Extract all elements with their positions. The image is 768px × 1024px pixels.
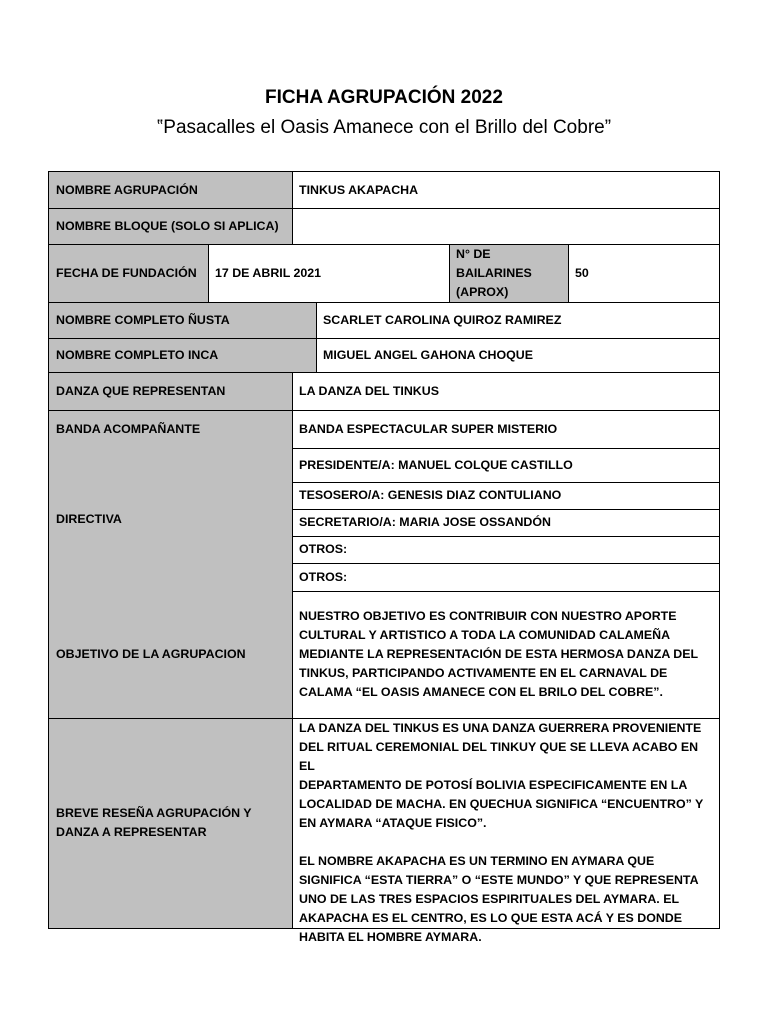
- directiva-tesorero[interactable]: TESOSERO/A: GENESIS DIAZ CONTULIANO: [299, 488, 562, 502]
- objetivo-line: CULTURAL Y ARTISTICO A TODA LA COMUNIDAD CALAMEÑA: [299, 628, 671, 642]
- label-nombre-agrupacion: NOMBRE AGRUPACIÓN: [56, 182, 198, 197]
- label-inca: NOMBRE COMPLETO INCA: [56, 347, 219, 362]
- directiva-presidente[interactable]: PRESIDENTE/A: MANUEL COLQUE CASTILLO: [299, 457, 573, 472]
- resena-label-line: DANZA A REPRESENTAR: [56, 825, 207, 839]
- label-directiva: DIRECTIVA: [56, 512, 122, 526]
- value-nombre-bloque[interactable]: [292, 208, 719, 244]
- directiva-secretario[interactable]: SECRETARIO/A: MARIA JOSE OSSANDÓN: [299, 515, 551, 529]
- label-bailarines: [449, 244, 568, 302]
- label-danza: DANZA QUE REPRESENTAN: [56, 383, 226, 398]
- resena-line: SIGNIFICA “ESTA TIERRA” O “ESTE MUNDO” Y QUE REPRESENTA: [299, 873, 699, 887]
- resena-line: DEL RITUAL CEREMONIAL DEL TINKUY QUE SE LLEVA ACABO EN EL: [299, 740, 699, 773]
- label-nusta: NOMBRE COMPLETO ÑUSTA: [56, 312, 230, 327]
- label-bailarines-line: (APROX): [456, 284, 509, 299]
- label-banda: BANDA ACOMPAÑANTE: [56, 421, 201, 436]
- value-danza[interactable]: LA DANZA DEL TINKUS: [299, 383, 439, 398]
- resena-line: EN AYMARA “ATAQUE FISICO”.: [299, 816, 487, 830]
- objetivo-line: NUESTRO OBJETIVO ES CONTRIBUIR CON NUESTRO APORTE: [299, 609, 677, 623]
- directiva-otros-1[interactable]: OTROS:: [299, 542, 348, 556]
- label-resena: [49, 718, 292, 928]
- objetivo-line: MEDIANTE LA REPRESENTACIÓN DE ESTA HERMOSA DANZA DEL: [299, 647, 699, 661]
- value-nusta[interactable]: SCARLET CAROLINA QUIROZ RAMIREZ: [323, 312, 562, 327]
- value-banda[interactable]: BANDA ESPECTACULAR SUPER MISTERIO: [299, 421, 558, 436]
- value-objetivo[interactable]: [292, 591, 719, 718]
- objetivo-line: TINKUS, PARTICIPANDO ACTIVAMENTE EN EL CARNAVAL DE: [299, 666, 668, 680]
- paragraph-gap: [299, 833, 712, 852]
- page-title: FICHA AGRUPACIÓN 2022: [265, 87, 503, 108]
- page-subtitle: ‟Pasacalles el Oasis Amanece con el Brillo del Cobre”: [156, 117, 612, 138]
- value-inca[interactable]: MIGUEL ANGEL GAHONA CHOQUE: [323, 347, 533, 362]
- value-fecha-fundacion[interactable]: 17 DE ABRIL 2021: [215, 265, 322, 280]
- label-bailarines-line: N° DE: [456, 246, 491, 261]
- label-nombre-bloque: NOMBRE BLOQUE (SOLO SI APLICA): [56, 218, 279, 233]
- directiva-otros-2[interactable]: OTROS:: [299, 569, 348, 584]
- label-bailarines-line: BAILARINES: [456, 265, 532, 280]
- resena-line: AKAPACHA ES EL CENTRO, ES LO QUE ESTA ACÁ Y ES DONDE: [299, 911, 683, 925]
- value-resena[interactable]: [292, 718, 719, 944]
- label-objetivo: OBJETIVO DE LA AGRUPACION: [56, 647, 246, 661]
- value-bailarines[interactable]: 50: [575, 265, 589, 280]
- value-nombre-agrupacion[interactable]: TINKUS AKAPACHA: [299, 182, 419, 197]
- resena-line: UNO DE LAS TRES ESPACIOS ESPIRITUALES DEL AYMARA. EL: [299, 892, 680, 906]
- objetivo-line: CALAMA “EL OASIS AMANECE CON EL BRILO DEL COBRE”.: [299, 685, 663, 699]
- resena-label-line: BREVE RESEÑA AGRUPACIÓN Y: [56, 806, 252, 820]
- resena-line: EL NOMBRE AKAPACHA ES UN TERMINO EN AYMARA QUE: [299, 854, 655, 868]
- resena-line: HABITA EL HOMBRE AYMARA.: [299, 930, 482, 944]
- label-fecha-fundacion: FECHA DE FUNDACIÓN: [56, 265, 197, 280]
- resena-line: DEPARTAMENTO DE POTOSÍ BOLIVIA ESPECIFICAMENTE EN LA: [299, 778, 688, 792]
- resena-line: LOCALIDAD DE MACHA. EN QUECHUA SIGNIFICA “ENCUENTRO” Y: [299, 797, 704, 811]
- resena-line: LA DANZA DEL TINKUS ES UNA DANZA GUERRERA PROVENIENTE: [299, 721, 702, 735]
